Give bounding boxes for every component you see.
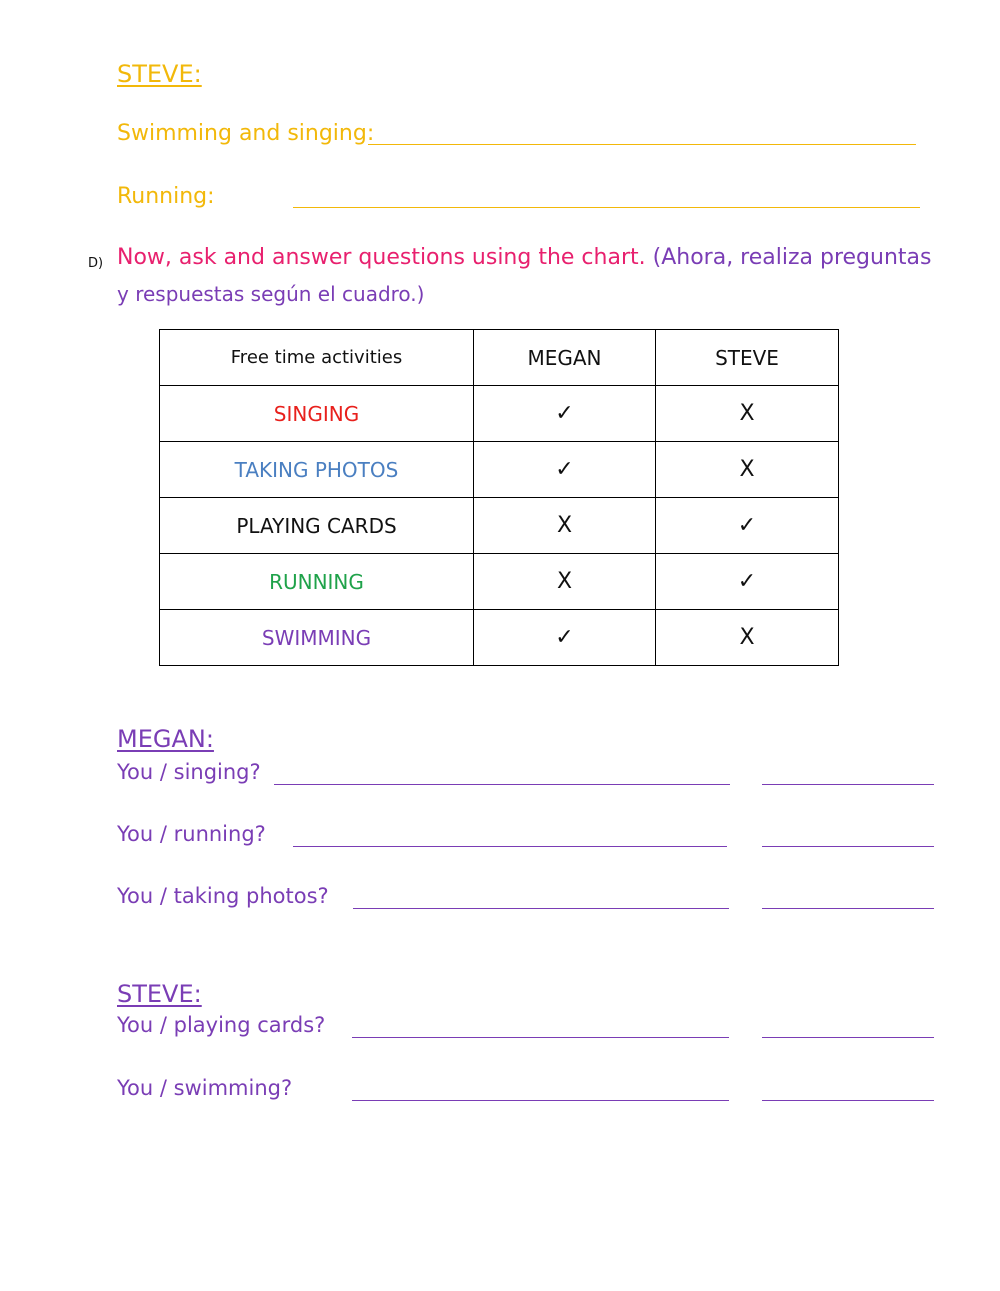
swimming-singing-label: Swimming and singing: <box>117 121 375 146</box>
chart-header-row <box>160 330 839 386</box>
megan-question-3: You / taking photos? <box>117 884 329 908</box>
megan-q3-question-line[interactable] <box>353 908 729 909</box>
header-steve: STEVE <box>656 330 839 386</box>
megan-q3-answer-line[interactable] <box>762 908 934 909</box>
section-d-instruction <box>117 245 931 270</box>
megan-mark: X <box>474 554 656 610</box>
megan-mark: X <box>474 498 656 554</box>
steve-q2-question-line[interactable] <box>352 1100 729 1101</box>
instruction-spanish-1: (Ahora, realiza preguntas <box>652 245 932 270</box>
steve-question-1: You / playing cards? <box>117 1013 326 1037</box>
steve-question-2: You / swimming? <box>117 1076 293 1100</box>
instruction-spanish-2: y respuestas según el cuadro.) <box>117 282 425 306</box>
megan-question-2: You / running? <box>117 822 266 846</box>
activity-cell: SWIMMING <box>160 610 474 666</box>
instruction-english: Now, ask and answer questions using the chart. <box>117 245 646 270</box>
megan-mark: ✓ <box>474 442 656 498</box>
megan-q2-answer-line[interactable] <box>762 846 934 847</box>
steve-q1-question-line[interactable] <box>352 1037 729 1038</box>
megan-q2-question-line[interactable] <box>293 846 727 847</box>
steve-top-title: STEVE: <box>117 60 202 88</box>
megan-q1-answer-line[interactable] <box>762 784 934 785</box>
header-megan: MEGAN <box>474 330 656 386</box>
megan-mark: ✓ <box>474 386 656 442</box>
steve-title: STEVE: <box>117 980 202 1008</box>
header-activities: Free time activities <box>160 330 474 386</box>
chart-row-swimming <box>160 610 839 666</box>
swimming-singing-answer-line[interactable] <box>368 144 916 145</box>
steve-mark: ✓ <box>656 554 839 610</box>
steve-mark: X <box>656 442 839 498</box>
activities-chart <box>159 329 839 666</box>
steve-mark: ✓ <box>656 498 839 554</box>
steve-mark: X <box>656 610 839 666</box>
activity-cell: PLAYING CARDS <box>160 498 474 554</box>
activity-cell: SINGING <box>160 386 474 442</box>
steve-mark: X <box>656 386 839 442</box>
megan-q1-question-line[interactable] <box>274 784 730 785</box>
activity-cell: RUNNING <box>160 554 474 610</box>
chart-row-singing <box>160 386 839 442</box>
megan-mark: ✓ <box>474 610 656 666</box>
chart-row-running <box>160 554 839 610</box>
steve-q2-answer-line[interactable] <box>762 1100 934 1101</box>
section-d-letter: D) <box>88 256 104 271</box>
chart-row-playing-cards <box>160 498 839 554</box>
running-answer-line[interactable] <box>293 207 920 208</box>
chart-row-taking-photos <box>160 442 839 498</box>
megan-title: MEGAN: <box>117 725 214 753</box>
running-label: Running: <box>117 184 215 209</box>
megan-question-1: You / singing? <box>117 760 261 784</box>
activity-cell: TAKING PHOTOS <box>160 442 474 498</box>
steve-q1-answer-line[interactable] <box>762 1037 934 1038</box>
